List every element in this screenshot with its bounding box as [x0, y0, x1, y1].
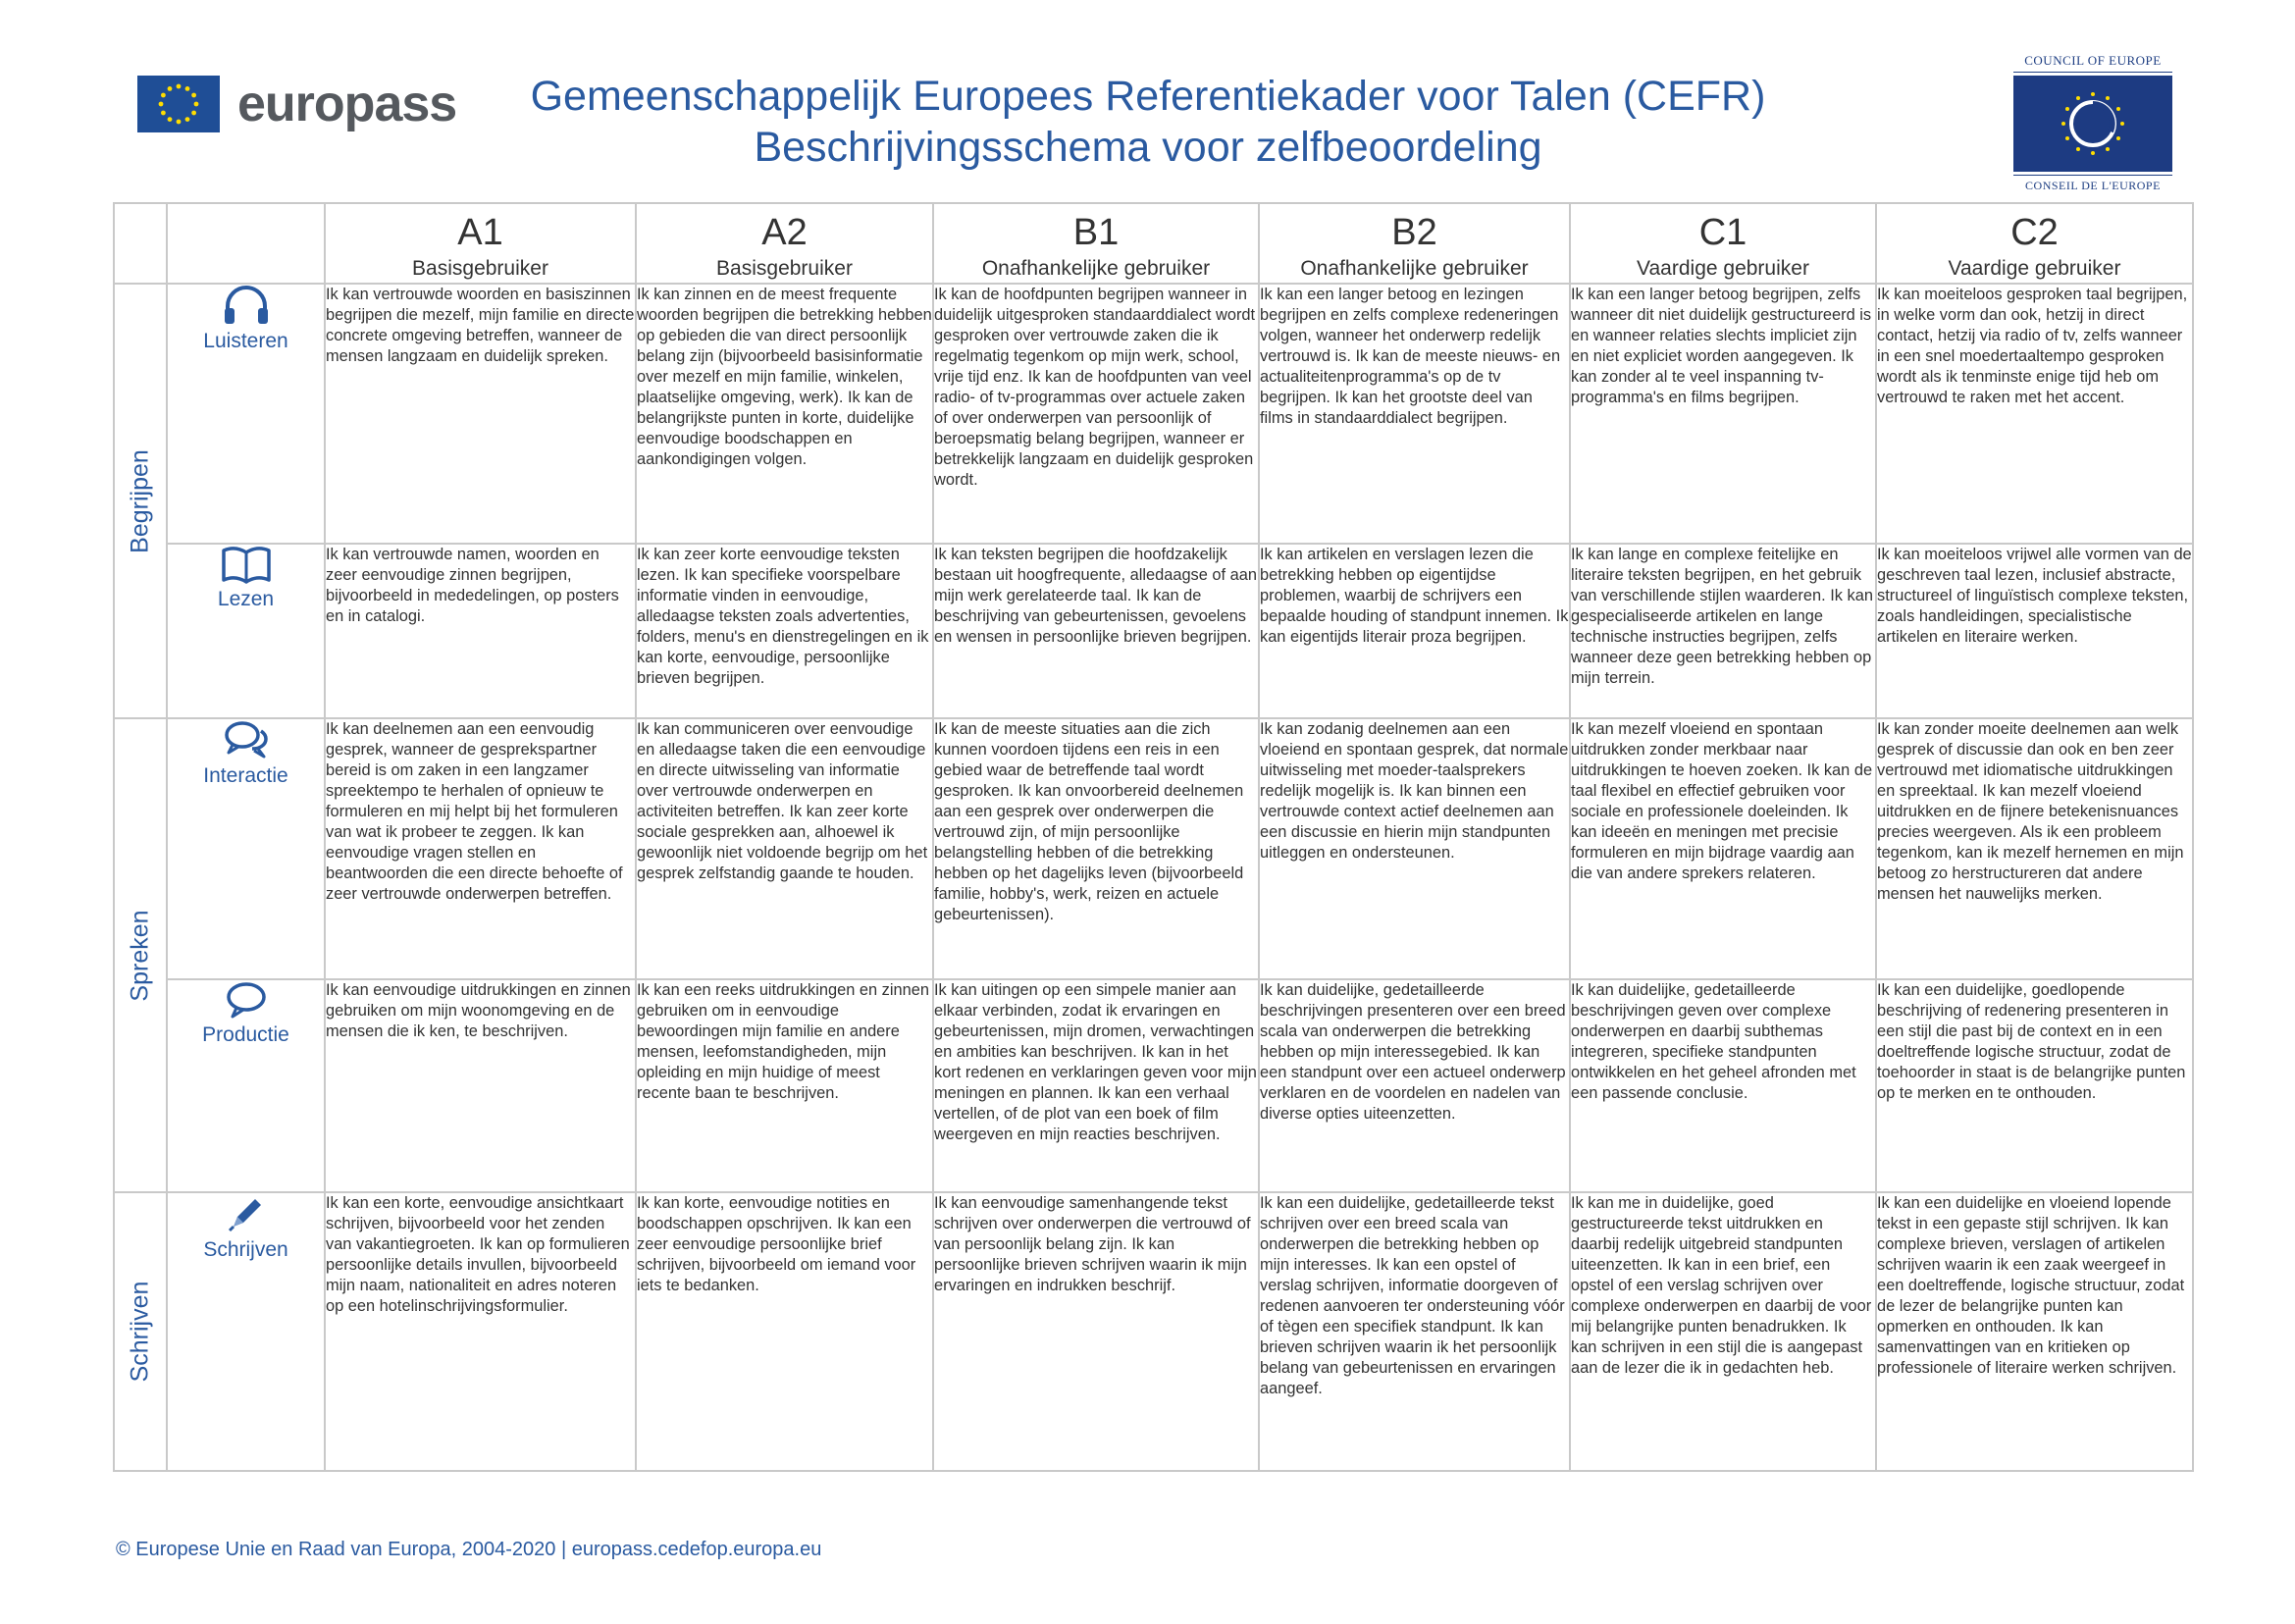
skill-interactie	[167, 718, 325, 979]
descriptor-cell: Ik kan korte, eenvoudige notities en boodschappen opschrijven. Ik kan een zeer eenvoudige persoonlijke brief schrijven, bijvoorbeeld om iemand voor iets te bedanken.	[636, 1192, 933, 1471]
row-lezen	[114, 544, 2193, 718]
row-luisteren	[114, 284, 2193, 544]
skill-luisteren	[167, 284, 325, 544]
level-label: Onafhankelijke gebruiker	[1300, 257, 1529, 280]
level-code: A2	[761, 212, 808, 253]
page-title	[373, 71, 1923, 173]
descriptor-cell: Ik kan vertrouwde woorden en basiszinnen begrijpen die mezelf, mijn familie en directe concrete omgeving betreffen, wanneer de mensen langzaam en duidelijk spreken.	[325, 284, 636, 544]
speech-bubble-icon	[225, 980, 268, 1020]
eu-flag-icon	[137, 76, 220, 132]
descriptor-cell: Ik kan een reeks uitdrukkingen en zinnen gebruiken om in eenvoudige bewoordingen mijn familie en andere mensen, leefomstandigheden, mijn opleiding en mijn huidige of meest recente baan te beschrijven.	[636, 979, 933, 1192]
skill-label: Lezen	[217, 588, 275, 610]
skill-schrijven	[167, 1192, 325, 1471]
descriptor-cell: Ik kan eenvoudige uitdrukkingen en zinnen gebruiken om mijn woonomgeving en de mensen die ik ken, te beschrijven.	[325, 979, 636, 1192]
descriptor-cell: Ik kan me in duidelijke, goed gestructureerde tekst uitdrukken en daarbij redelijk uitgebreid standpunten uiteenzetten. Ik kan in een brief, een opstel of een verslag schrijven over complexe onderwerpen en daarbij de voor mij belangrijke punten benadrukken. Ik kan schrijven in een stijl die is aangepast aan de lezer die ik in gedachten heb.	[1570, 1192, 1876, 1471]
level-a1	[325, 203, 636, 284]
descriptor-cell: Ik kan zinnen en de meest frequente woorden begrijpen die betrekking hebben op gebieden die van direct persoonlijk belang zijn (bijvoorbeeld basisinformatie over mezelf en mijn familie, winkelen, plaatselijke omgeving, werk). Ik kan de belangrijkste punten in korte, duidelijke eenvoudige boodschappen en aankondigingen volgen.	[636, 284, 933, 544]
descriptor-cell: Ik kan de meeste situaties aan die zich kunnen voordoen tijdens een reis in een gebied waar de betreffende taal wordt gesproken. Ik kan onvoorbereid deelnemen aan een gesprek over onderwerpen die vertrouwd zijn, of mijn persoonlijke belangstelling hebben of die betrekking hebben op het dagelijks leven (bijvoorbeeld familie, hobby's, werk, reizen en actuele gebeurtenissen).	[933, 718, 1259, 979]
level-a2	[636, 203, 933, 284]
descriptor-cell: Ik kan artikelen en verslagen lezen die betrekking hebben op eigentijdse problemen, waarbij de schrijvers een bepaalde houding of standpunt innemen. Ik kan eigentijds literair proza begrijpen.	[1259, 544, 1570, 718]
headphones-icon	[222, 285, 271, 326]
level-label: Vaardige gebruiker	[1637, 257, 1809, 280]
level-b2	[1259, 203, 1570, 284]
level-label: Onafhankelijke gebruiker	[981, 257, 1211, 280]
title-line-2: Beschrijvingsschema voor zelfbeoordeling	[754, 124, 1542, 171]
skill-label: Interactie	[203, 764, 288, 787]
descriptor-cell: Ik kan een duidelijke, gedetailleerde tekst schrijven over een breed scala van onderwerpen die betrekking hebben op mijn interesses. Ik kan een opstel of verslag schrijven, informatie doorgeven of redenen aanvoeren ter ondersteuning vóór of tègen een specifiek standpunt. Ik kan brieven schrijven waarin ik het persoonlijk belang van gebeurtenissen en ervaringen aangeef.	[1259, 1192, 1570, 1471]
level-code: C1	[1698, 212, 1747, 253]
level-c1	[1570, 203, 1876, 284]
descriptor-cell: Ik kan een langer betoog en lezingen begrijpen en zelfs complexe redeneringen volgen, wanneer het onderwerp redelijk vertrouwd is. Ik kan de meeste nieuws- en actualiteitenprogramma's op de tv begrijpen. Ik kan het grootste deel van films in standaarddialect begrijpen.	[1259, 284, 1570, 544]
coe-emblem-icon	[2013, 76, 2172, 172]
copyright-text: © Europese Unie en Raad van Europa, 2004-2020	[116, 1539, 556, 1560]
council-of-europe-logo	[2013, 53, 2172, 193]
descriptor-cell: Ik kan zeer korte eenvoudige teksten lezen. Ik kan specifieke voorspelbare informatie vinden in eenvoudige, alledaagse teksten zoals advertenties, folders, menu's en dienstregelingen en ik kan korte, eenvoudige, persoonlijke brieven begrijpen.	[636, 544, 933, 718]
row-interactie	[114, 718, 2193, 979]
group-begrijpen	[114, 284, 167, 718]
descriptor-cell: Ik kan zonder moeite deelnemen aan welk gesprek of discussie dan ook en ben zeer vertrouwd met idiomatische uitdrukkingen en spreektaal. Ik kan mezelf vloeiend uitdrukken en de fijnere betekenisnuances precies weergeven. Als ik een probleem tegenkom, kan ik mezelf hernemen en mijn betoog zo herstructureren dat andere mensen het nauwelijks merken.	[1876, 718, 2193, 979]
descriptor-cell: Ik kan een duidelijke, goedlopende beschrijving of redenering presenteren in een stijl die past bij de context en in een doeltreffende logische structuur, zodat de toehoorder in staat is de belangrijke punten op te merken en te onthouden.	[1876, 979, 2193, 1192]
europass-brand: europass	[237, 76, 457, 132]
group-schrijven	[114, 1192, 167, 1471]
descriptor-cell: Ik kan deelnemen aan een eenvoudig gesprek, wanneer de gesprekspartner bereid is om zaken in een langzamer spreektempo te herhalen of opnieuw te formuleren en mij helpt bij het formuleren van wat ik probeer te zeggen. Ik kan eenvoudige vragen stellen en beantwoorden die een directe behoefte of zeer vertrouwde onderwerpen betreffen.	[325, 718, 636, 979]
descriptor-cell: Ik kan een duidelijke en vloeiend lopende tekst in een gepaste stijl schrijven. Ik kan complexe brieven, verslagen of artikelen schrijven waarin ik een zaak weergeef in een doeltreffende, logische structuur, zodat de lezer de belangrijke punten kan opmerken en onthouden. Ik kan samenvattingen van en kritieken op professionele of literaire werken schrijven.	[1876, 1192, 2193, 1471]
skill-productie	[167, 979, 325, 1192]
corner-cell-skill	[167, 203, 325, 284]
descriptor-cell: Ik kan moeiteloos vrijwel alle vormen van de geschreven taal lezen, inclusief abstracte, structureel of linguïstisch complexe teksten, zoals handleidingen, specialistische artikelen en literaire werken.	[1876, 544, 2193, 718]
chat-bubbles-icon	[223, 719, 270, 760]
row-schrijven	[114, 1192, 2193, 1471]
level-code: C2	[2010, 212, 2059, 253]
website-link[interactable]: europass.cedefop.europa.eu	[571, 1539, 822, 1560]
footer	[116, 1539, 821, 1561]
descriptor-cell: Ik kan duidelijke, gedetailleerde beschrijvingen presenteren over een breed scala van onderwerpen die betrekking hebben op mijn interessegebied. Ik kan een standpunt over een actueel onderwerp verklaren en de voordelen en nadelen van diverse opties uiteenzetten.	[1259, 979, 1570, 1192]
descriptor-cell: Ik kan eenvoudige samenhangende tekst schrijven over onderwerpen die vertrouwd of van persoonlijk belang zijn. Ik kan persoonlijke brieven schrijven waarin ik mijn ervaringen en indrukken beschrijf.	[933, 1192, 1259, 1471]
descriptor-cell: Ik kan een langer betoog begrijpen, zelfs wanneer dit niet duidelijk gestructureerd is en wanneer relaties slechts impliciet zijn en niet expliciet worden aangegeven. Ik kan zonder al te veel inspanning tv-programma's en films begrijpen.	[1570, 284, 1876, 544]
row-productie	[114, 979, 2193, 1192]
level-code: B2	[1391, 212, 1437, 253]
descriptor-cell: Ik kan lange en complexe feitelijke en literaire teksten begrijpen, en het gebruik van verschillende stijlen waarderen. Ik kan gespecialiseerde artikelen en lange technische instructies begrijpen, zelfs wanneer deze geen betrekking hebben op mijn terrein.	[1570, 544, 1876, 718]
corner-cell-group	[114, 203, 167, 284]
level-c2	[1876, 203, 2193, 284]
descriptor-cell: Ik kan communiceren over eenvoudige en alledaagse taken die een eenvoudige en directe uitwisseling van informatie over vertrouwde onderwerpen en activiteiten betreffen. Ik kan zeer korte sociale gesprekken aan, alhoewel ik gewoonlijk niet voldoende begrijp om het gesprek zelfstandig gaande te houden.	[636, 718, 933, 979]
title-line-1: Gemeenschappelijk Europees Referentiekader voor Talen (CEFR)	[530, 73, 1766, 120]
level-label: Basisgebruiker	[716, 257, 853, 280]
cefr-grid	[113, 202, 2194, 1472]
skill-label: Luisteren	[203, 330, 288, 352]
descriptor-cell: Ik kan een korte, eenvoudige ansichtkaart schrijven, bijvoorbeeld voor het zenden van vakantiegroeten. Ik kan op formulieren persoonlijke details invullen, bijvoorbeeld mijn naam, nationaliteit en adres noteren op een hotelinschrijvingsformulier.	[325, 1192, 636, 1471]
level-label: Vaardige gebruiker	[1948, 257, 2121, 280]
book-icon	[221, 545, 272, 584]
descriptor-cell: Ik kan duidelijke, gedetailleerde beschrijvingen geven over complexe onderwerpen en daarbij subthemas integreren, specifieke standpunten ontwikkelen en het geheel afronden met een passende conclusie.	[1570, 979, 1876, 1192]
pencil-icon	[226, 1193, 267, 1234]
level-b1	[933, 203, 1259, 284]
skill-lezen	[167, 544, 325, 718]
descriptor-cell: Ik kan zodanig deelnemen aan een vloeiend en spontaan gesprek, dat normale uitwisseling met moeder-taalsprekers redelijk mogelijk is. Ik kan binnen een vertrouwde context actief deelnemen aan een discussie en hierin mijn standpunten uitleggen en ondersteunen.	[1259, 718, 1570, 979]
coe-top-label: COUNCIL OF EUROPE	[2013, 53, 2172, 73]
descriptor-cell: Ik kan teksten begrijpen die hoofdzakelijk bestaan uit hoogfrequente, alledaagse of aan mijn werk gerelateerde taal. Ik kan de beschrijving van gebeurtenissen, gevoelens en wensen in persoonlijke brieven begrijpen.	[933, 544, 1259, 718]
level-code: B1	[1072, 212, 1120, 253]
group-spreken	[114, 718, 167, 1192]
group-label: Begrijpen	[126, 448, 154, 553]
group-label: Spreken	[126, 909, 154, 1002]
skill-label: Productie	[202, 1023, 289, 1046]
footer-separator: |	[560, 1539, 567, 1560]
group-label: Schrijven	[126, 1281, 154, 1383]
descriptor-cell: Ik kan de hoofdpunten begrijpen wanneer in duidelijk uitgesproken standaarddialect wordt gesproken over vertrouwde zaken die ik regelmatig tegenkom op mijn werk, school, vrije tijd enz. Ik kan de hoofdpunten van veel radio- of tv-programmas over actuele zaken of over onderwerpen van persoonlijk of beroepsmatig belang begrijpen, wanneer er betrekkelijk langzaam en duidelijk gesproken wordt.	[933, 284, 1259, 544]
level-label: Basisgebruiker	[412, 257, 548, 280]
level-code: A1	[457, 212, 503, 253]
skill-label: Schrijven	[203, 1238, 288, 1261]
level-header-row	[114, 203, 2193, 284]
descriptor-cell: Ik kan uitingen op een simpele manier aan elkaar verbinden, zodat ik ervaringen en gebeurtenissen, mijn dromen, verwachtingen en ambities kan beschrijven. Ik kan in het kort redenen en verklaringen geven voor mijn meningen en plannen. Ik kan een verhaal vertellen, of de plot van een boek of film weergeven en mijn reacties beschrijven.	[933, 979, 1259, 1192]
descriptor-cell: Ik kan mezelf vloeiend en spontaan uitdrukken zonder merkbaar naar uitdrukkingen te hoeven zoeken. Ik kan de taal flexibel en effectief gebruiken voor sociale en professionele doeleinden. Ik kan ideeën en meningen met precisie formuleren en mijn bijdrage vaardig aan die van andere sprekers relateren.	[1570, 718, 1876, 979]
descriptor-cell: Ik kan moeiteloos gesproken taal begrijpen, in welke vorm dan ook, hetzij in direct contact, hetzij via radio of tv, zelfs wanneer in een snel moedertaaltempo gesproken wordt als ik tenminste enige tijd heb om vertrouwd te raken met het accent.	[1876, 284, 2193, 544]
coe-bottom-label: CONSEIL DE L'EUROPE	[2013, 175, 2172, 193]
descriptor-cell: Ik kan vertrouwde namen, woorden en zeer eenvoudige zinnen begrijpen, bijvoorbeeld in mededelingen, op posters en in catalogi.	[325, 544, 636, 718]
